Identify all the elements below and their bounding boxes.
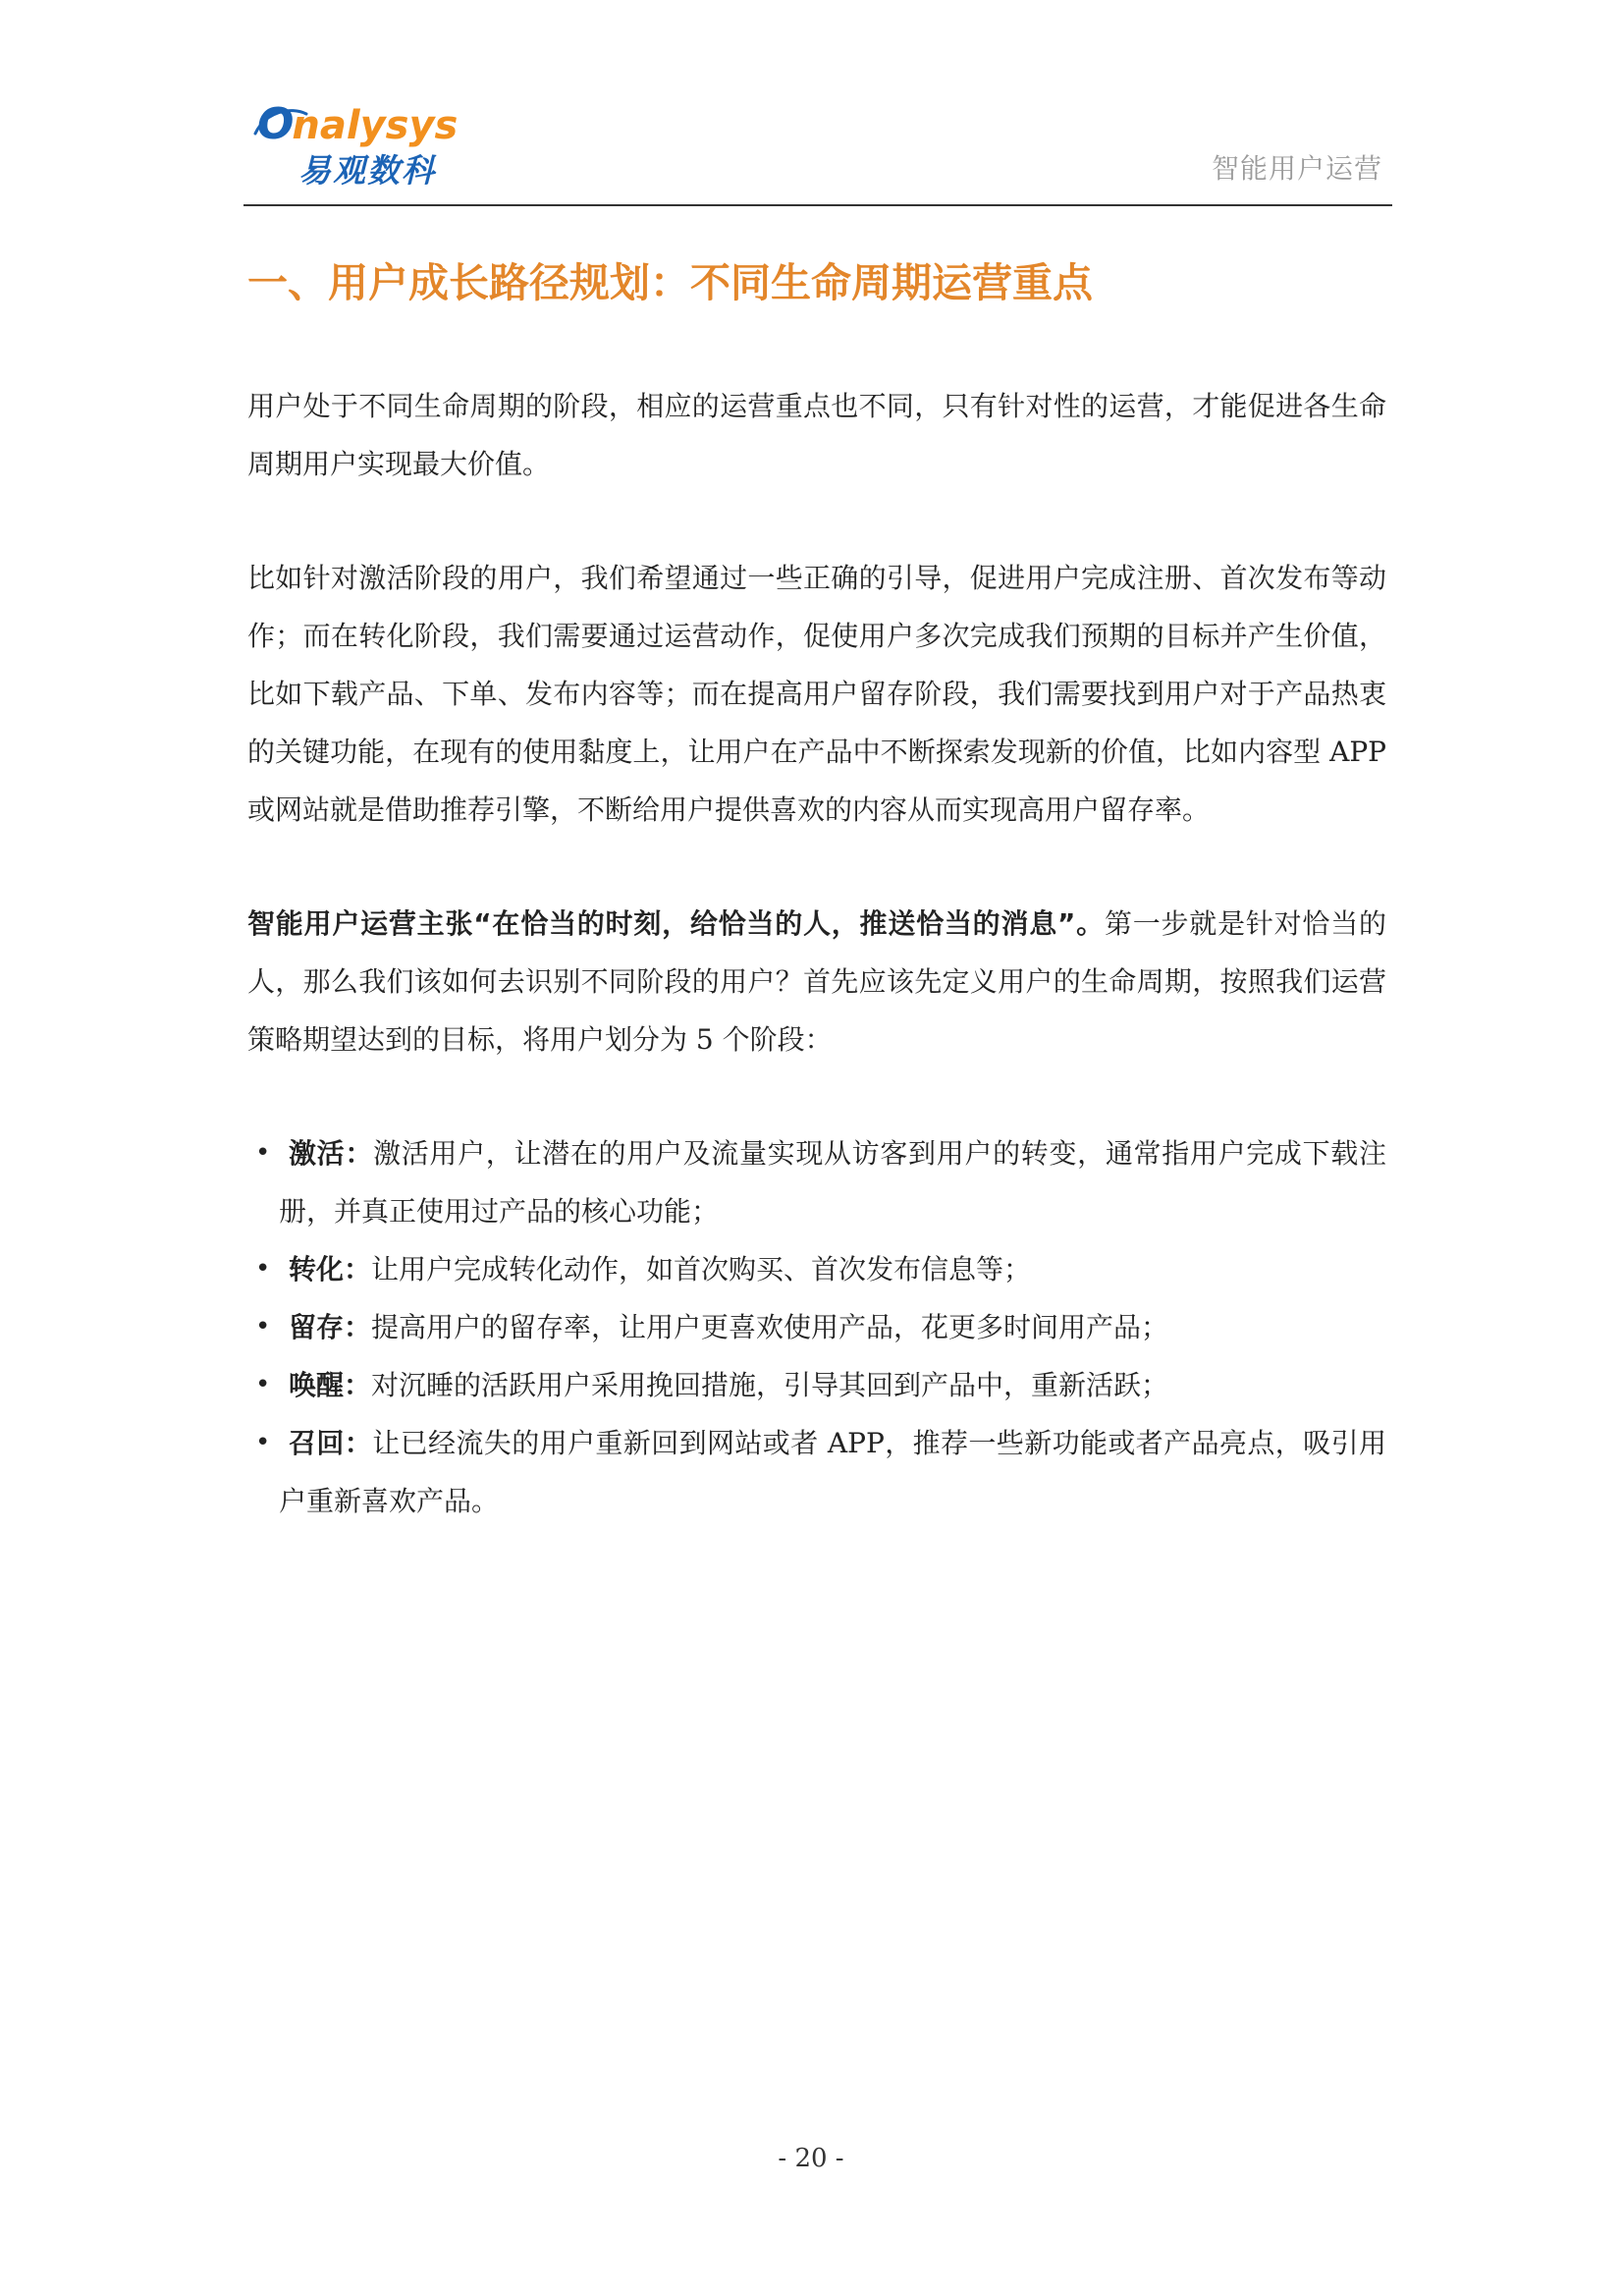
principle-bold-text: 智能用户运营主张“在恰当的时刻，给恰当的人，推送恰当的消息”。 <box>247 907 1105 940</box>
logo-wordmark-rest: nalysys <box>292 103 459 148</box>
stage-name: 唤醒： <box>289 1369 372 1401</box>
bullet-icon: • <box>255 1312 271 1341</box>
header-divider <box>243 204 1392 206</box>
list-item-reactivation <box>247 1356 1386 1414</box>
stage-description: 激活用户，让潜在的用户及流量实现从访客到用户的转变，通常指用户完成下载注册，并真正使用过产品的核心功能； <box>279 1137 1386 1228</box>
principle-rest-text: 第一步就是针对恰当的人，那么我们该如何去识别不同阶段的用户？首先应该先定义用户的生命周期，按照我们运营策略期望达到的目标，将用户划分为 5 个阶段： <box>247 907 1386 1056</box>
list-item-retention <box>247 1298 1386 1356</box>
stage-name: 激活： <box>289 1137 374 1170</box>
stage-description: 让已经流失的用户重新回到网站或者 APP，推荐一些新功能或者产品亮点，吸引用户重新喜欢产品。 <box>279 1427 1386 1517</box>
stage-name: 转化： <box>289 1253 372 1285</box>
list-item-activation <box>247 1124 1386 1240</box>
list-item-conversion <box>247 1240 1386 1298</box>
bullet-icon: • <box>255 1428 271 1457</box>
stage-name: 召回： <box>289 1427 373 1459</box>
bullet-icon: • <box>255 1370 271 1399</box>
logo-wordmark <box>257 100 458 150</box>
bullet-icon: • <box>255 1254 271 1284</box>
stage-name: 留存： <box>289 1311 372 1343</box>
page-number: - 20 - <box>778 2144 844 2173</box>
list-item-recall <box>247 1414 1386 1530</box>
stage-description: 提高用户的留存率，让用户更喜欢使用产品，花更多时间用产品； <box>371 1311 1169 1343</box>
bullet-icon: • <box>255 1138 271 1168</box>
page-header <box>243 98 1392 206</box>
paragraph-principle <box>247 895 1386 1068</box>
paragraph-intro: 用户处于不同生命周期的阶段，相应的运营重点也不同，只有针对性的运营，才能促进各生命周期用户实现最大价值。 <box>247 390 1386 480</box>
lifecycle-stage-list <box>247 1124 1386 1530</box>
stage-description: 让用户完成转化动作，如首次购买、首次发布信息等； <box>371 1253 1032 1285</box>
stage-description: 对沉睡的活跃用户采用挽回措施，引导其回到产品中，重新活跃； <box>371 1369 1169 1401</box>
analysys-logo <box>257 100 493 198</box>
paragraph-example: 比如针对激活阶段的用户，我们希望通过一些正确的引导，促进用户完成注册、首次发布等动作；而在转化阶段，我们需要通过运营动作，促使用户多次完成我们预期的目标并产生价值，比如下载产品、下单、发布内容等；而在提高用户留存阶段，我们需要找到用户对于产品热衷的关键功能，在现有的使用黏度上，让用户在产品中不断探索发现新的价值，比如内容型 APP 或网站就是借助推荐引擎，不断给用户提供喜欢的内容从而实现高用户留存率。 <box>247 562 1386 826</box>
logo-chinese-name: 易观数科 <box>298 151 436 190</box>
header-title: 智能用户运营 <box>1211 152 1382 185</box>
body-content <box>247 377 1386 1530</box>
logo-wordmark-first: O <box>257 99 293 149</box>
section-title: 一、用户成长路径规划：不同生命周期运营重点 <box>247 259 1093 306</box>
